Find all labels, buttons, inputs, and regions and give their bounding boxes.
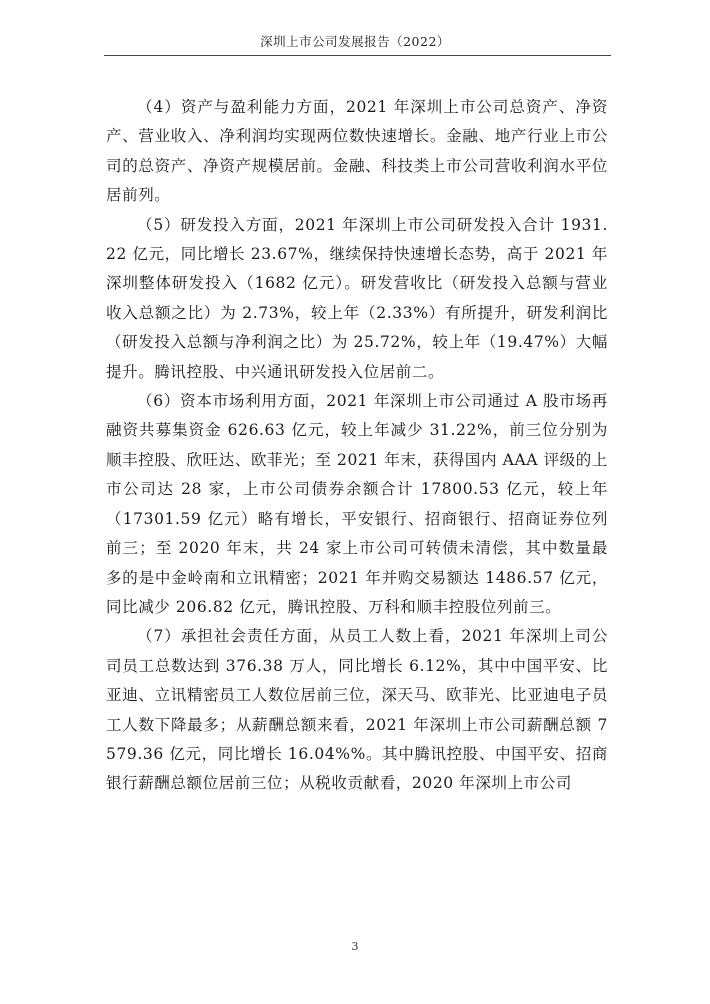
paragraph-capital-market: （6）资本市场利用方面，2021 年深圳上市公司通过 A 股市场再融资共募集资金 626.63 亿元，较上年减少 31.22%，前三位分别为顺丰控股、欣旺达、欧菲光；至 2021 年末，获得国内 AAA 评级的上市公司达 28 家，上市公司债券余额合计 17800.53 亿元，较上年（17301.59 亿元）略有增长，平安银行、招商银行、招商证券位列前三；至 2020 年末，共 24 家上市公司可转债未清偿，其中数量最多的是中金岭南和立讯精密；2021 年并购交易额达 1486.57 亿元，同比减少 206.82 亿元，腾讯控股、万科和顺丰控股位列前三。 <box>106 392 608 616</box>
paragraph-social-responsibility: （7）承担社会责任方面，从员工人数上看，2021 年深圳上司公司员工总数达到 376.38 万人，同比增长 6.12%，其中中国平安、比亚迪、立讯精密员工人数位居前三位，深天马、欧菲光、比亚迪电子员工人数下降最多；从薪酬总额来看，2021 年深圳上市公司薪酬总额 7579.36 亿元，同比增长 16.04%%。其中腾讯控股、中国平安、招商银行薪酬总额位居前三位；从税收贡献看，2020 年深圳上市公司 <box>106 627 608 793</box>
running-header: 深圳上市公司发展报告（2022） <box>260 34 450 49</box>
page-number: 3 <box>351 940 359 953</box>
body-text <box>106 93 608 799</box>
paragraph-rd-investment: （5）研发投入方面，2021 年深圳上市公司研发投入合计 1931.22 亿元，同比增长 23.67%，继续保持快速增长态势，高于 2021 年深圳整体研发投入（1682 亿元）。研发营收比（研发投入总额与营业收入总额之比）为 2.73%，较上年（2.33%）有所提升，研发利润比（研发投入总额与净利润之比）为 25.72%，较上年（19.47%）大幅提升。腾讯控股、中兴通讯研发投入位居前二。 <box>106 215 608 381</box>
paragraph-assets-profitability: （4）资产与盈利能力方面，2021 年深圳上市公司总资产、净资产、营业收入、净利润均实现两位数快速增长。金融、地产行业上市公司的总资产、净资产规模居前。金融、科技类上市公司营收利润水平位居前列。 <box>106 98 608 205</box>
header-divider <box>104 55 611 56</box>
